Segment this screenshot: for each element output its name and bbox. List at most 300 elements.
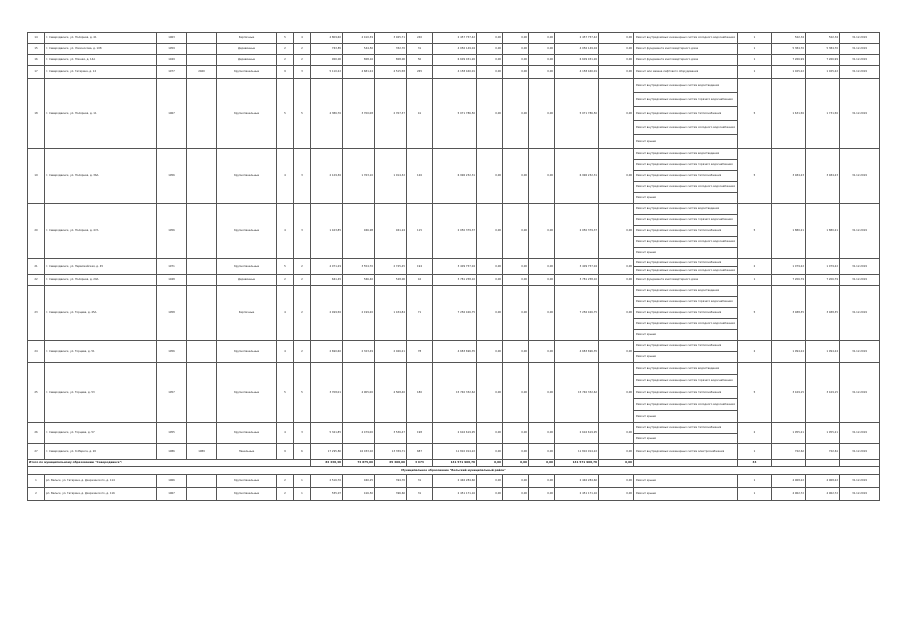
cell-en: 2 — [294, 44, 311, 55]
cell-f5: 0,00 — [599, 79, 634, 149]
cell-work-type: Ремонт внутридомовых инженерных систем горячего водоснабжения — [634, 297, 738, 308]
cell-f3: 0,00 — [529, 204, 555, 259]
cell-s1: 1 880,21 — [772, 204, 806, 259]
cell-s1: 1 955,21 — [772, 423, 806, 444]
cell-en: 3 — [294, 149, 311, 204]
cell-n: 20 — [28, 204, 45, 259]
cell-f3: 0,00 — [529, 44, 555, 55]
cell-year: 1948 — [157, 275, 187, 286]
cell-area3: 396,60 — [375, 488, 407, 501]
cell-cost: 2 457 757,42 — [433, 33, 477, 44]
cell-year: 1956 — [157, 149, 187, 204]
cell-f3: 0,00 — [529, 259, 555, 275]
section-header-row — [28, 467, 880, 475]
cell-en: 3 — [294, 204, 311, 259]
cell-mat: Деревянные — [217, 55, 277, 66]
cell-f2: 0,00 — [503, 79, 529, 149]
summary-s1 — [772, 460, 806, 467]
cell-date: 31.12.2019 — [840, 79, 880, 149]
cell-work-type: Ремонт фундамента многоквартирного дома — [634, 275, 738, 286]
cell-work-type: Ремонт крыши — [634, 135, 738, 149]
cell-fl: 2 — [277, 275, 294, 286]
cell-f5: 0,00 — [599, 259, 634, 275]
cell-addr: г. Северодвинск, ул. Гагарина, д. 12 — [45, 66, 157, 79]
cell-f3: 0,00 — [529, 341, 555, 363]
cell-cost: 3 409 757,04 — [433, 259, 477, 275]
table-row — [28, 363, 880, 375]
cell-fl: 4 — [277, 204, 294, 259]
cell-en: 2 — [294, 275, 311, 286]
cell-s2: 1 079,22 — [806, 259, 840, 275]
cell-work-type: Ремонт внутридомовых инженерных систем теплоснабжения — [634, 107, 738, 121]
cell-area2: 4 681,24 — [343, 66, 375, 79]
cell-f4: 6 996 232,31 — [555, 149, 599, 204]
cell-f2: 0,00 — [503, 488, 529, 501]
table-row — [28, 79, 880, 93]
cell-u: 5 — [738, 79, 772, 149]
cell-fl: 4 — [277, 286, 294, 341]
table-row — [28, 423, 880, 434]
cell-fl: 4 — [277, 341, 294, 363]
cell-f3: 0,00 — [529, 286, 555, 341]
cell-mat: Крупнопанельные — [217, 204, 277, 259]
cell-f3: 0,00 — [529, 488, 555, 501]
cell-year2 — [187, 475, 217, 488]
cell-u: 5 — [738, 286, 772, 341]
cell-work-type: Ремонт крыши — [634, 248, 738, 259]
cell-people: 78 — [407, 341, 433, 363]
cell-people: 71 — [407, 286, 433, 341]
cell-f2: 0,00 — [503, 149, 529, 204]
cell-f4: 7 256 426,75 — [555, 286, 599, 341]
cell-area3: 1 434,84 — [375, 286, 407, 341]
summary-f5: 0,00 — [599, 460, 634, 467]
cell-s1: 1 025,22 — [772, 66, 806, 79]
cell-work-type: Ремонт крыши — [634, 411, 738, 423]
cell-fl: 5 — [277, 79, 294, 149]
cell-f1: 0,00 — [477, 66, 503, 79]
cell-n: 27 — [28, 444, 45, 460]
summary-area: 84 438,48 — [311, 460, 343, 467]
cell-work-type: Ремонт внутридомовых инженерных систем водоотведения — [634, 204, 738, 215]
cell-f2: 0,00 — [503, 33, 529, 44]
summary-f2: 0,00 — [503, 460, 529, 467]
cell-mat: Крупнопанельные — [217, 475, 277, 488]
cell-f4: 11 810 914,22 — [555, 444, 599, 460]
cell-date: 31.12.2019 — [840, 66, 880, 79]
cell-mat: Деревянные — [217, 44, 277, 55]
cell-s1: 702,62 — [772, 444, 806, 460]
cell-work-type: Ремонт крыши — [634, 488, 738, 501]
summary-area2: 74 875,09 — [343, 460, 375, 467]
cell-f5: 0,00 — [599, 33, 634, 44]
cell-f5: 0,00 — [599, 286, 634, 341]
cell-year: 1966 — [157, 475, 187, 488]
cell-area3: 1 014,32 — [375, 149, 407, 204]
cell-f3: 0,00 — [529, 79, 555, 149]
cell-f4: 5 071 786,50 — [555, 79, 599, 149]
cell-s2: 1 955,21 — [806, 423, 840, 444]
cell-u: 5 — [738, 204, 772, 259]
cell-year2 — [187, 488, 217, 501]
cell-en: 3 — [294, 66, 311, 79]
cell-date: 31.12.2019 — [840, 33, 880, 44]
cell-f1: 0,00 — [477, 423, 503, 444]
cell-s1: 5 384,70 — [772, 44, 806, 55]
cell-f1: 0,00 — [477, 444, 503, 460]
cell-s2: 3 488,35 — [806, 286, 840, 341]
capital-repair-table — [27, 32, 880, 501]
cell-u: 1 — [738, 44, 772, 55]
cell-people: 31 — [407, 475, 433, 488]
cell-n: 24 — [28, 341, 45, 363]
summary-f4: 141 571 908,78 — [555, 460, 599, 467]
cell-mat: Кирпичные — [217, 286, 277, 341]
table-row — [28, 55, 880, 66]
cell-work-type: Ремонт внутридомовых инженерных систем теплоснабжения — [634, 341, 738, 352]
cell-cost: 7 256 426,75 — [433, 286, 477, 341]
cell-f1: 0,00 — [477, 363, 503, 423]
cell-area3: 352,70 — [375, 44, 407, 55]
cell-f5: 0,00 — [599, 475, 634, 488]
cell-f3: 0,00 — [529, 275, 555, 286]
cell-cost: 6 609 451,26 — [433, 55, 477, 66]
cell-u: 1 — [738, 66, 772, 79]
cell-s2: 4 962,72 — [806, 488, 840, 501]
cell-year: 1967 — [157, 488, 187, 501]
cell-year2 — [187, 286, 217, 341]
cell-area3: 3 945,71 — [375, 33, 407, 44]
cell-work-type: Ремонт внутридомовых инженерных систем теплоснабжения — [634, 171, 738, 182]
cell-f4: 6 609 451,26 — [555, 55, 599, 66]
cell-work-type: Ремонт внутридомовых инженерных систем электроснабжения — [634, 444, 738, 460]
cell-area3: 4 515,58 — [375, 66, 407, 79]
cell-s2: 4 968,22 — [806, 475, 840, 488]
cell-year2: 2460 — [187, 66, 217, 79]
cell-addr: рп. Вельск, ул. Гагарина, д. Дзержинского, д. 116 — [45, 488, 157, 501]
cell-f1: 0,00 — [477, 475, 503, 488]
cell-date: 31.12.2019 — [840, 444, 880, 460]
cell-fl: 5 — [277, 259, 294, 275]
cell-f1: 0,00 — [477, 275, 503, 286]
cell-area2: 1 763,10 — [343, 149, 375, 204]
cell-year2 — [187, 341, 217, 363]
cell-year2 — [187, 275, 217, 286]
cell-n: 17 — [28, 66, 45, 79]
summary-f1: 0,00 — [477, 460, 503, 467]
cell-f1: 0,00 — [477, 286, 503, 341]
cell-people: 194 — [407, 259, 433, 275]
cell-fl: 9 — [277, 66, 294, 79]
cell-area3: 3 536,47 — [375, 423, 407, 444]
cell-people: 240 — [407, 33, 433, 44]
cell-f5: 0,00 — [599, 341, 634, 363]
cell-fl: 5 — [277, 363, 294, 423]
cell-u: 1 — [738, 488, 772, 501]
cell-mat: Крупнопанельные — [217, 259, 277, 275]
cell-en: 4 — [294, 33, 311, 44]
table-row — [28, 341, 880, 352]
table-row — [28, 286, 880, 297]
cell-u: 2 — [738, 259, 772, 275]
cell-area: 555,07 — [311, 488, 343, 501]
cell-year2 — [187, 33, 217, 44]
cell-s1: 1 994,24 — [772, 341, 806, 363]
cell-s1: 7 206,79 — [772, 275, 806, 286]
cell-year: 1986 — [157, 444, 187, 460]
cell-f2: 0,00 — [503, 66, 529, 79]
cell-people: 115 — [407, 204, 433, 259]
cell-area: 900,00 — [311, 55, 343, 66]
cell-addr: г. Северодвинск, ул. Полярная, д. 11 — [45, 79, 157, 149]
table-row — [28, 33, 880, 44]
cell-f2: 0,00 — [503, 341, 529, 363]
cell-work-type: Ремонт крыши — [634, 433, 738, 444]
cell-s1: 502,34 — [772, 33, 806, 44]
cell-people: 687 — [407, 444, 433, 460]
summary-area3: 65 408,00 — [375, 460, 407, 467]
cell-f5: 0,00 — [599, 363, 634, 423]
cell-n: 23 — [28, 286, 45, 341]
cell-s2: 7 266,99 — [806, 55, 840, 66]
cell-f2: 0,00 — [503, 475, 529, 488]
cell-work-type: Ремонт фундамента многоквартирного дома — [634, 44, 738, 55]
cell-date: 31.12.2019 — [840, 475, 880, 488]
cell-addr: г. Северодвинск, ул. Полярная, д. 29А — [45, 275, 157, 286]
table-row — [28, 488, 880, 501]
cell-work-type: Ремонт внутридомовых инженерных систем теплоснабжения — [634, 259, 738, 267]
cell-u: 5 — [738, 363, 772, 423]
cell-area2: 2 199,20 — [343, 286, 375, 341]
cell-cost: 2 451 171,16 — [433, 488, 477, 501]
cell-u: 1 — [738, 33, 772, 44]
cell-area3: 2 767,37 — [375, 79, 407, 149]
cell-f5: 0,00 — [599, 55, 634, 66]
cell-addr: г. Северодвинск, ул. Полярная, д. 41 — [45, 33, 157, 44]
cell-year: 1949 — [157, 55, 187, 66]
cell-s1: 4 962,72 — [772, 488, 806, 501]
cell-area: 2 516,76 — [311, 475, 343, 488]
cell-area: 4 071,29 — [311, 259, 343, 275]
cell-f3: 0,00 — [529, 475, 555, 488]
cell-year2 — [187, 423, 217, 444]
cell-n: 21 — [28, 259, 45, 275]
summary-label: Итого по муниципальному образованию "Северодвинск": — [28, 460, 311, 467]
cell-work-type: Ремонт внутридомовых инженерных систем холодного водоснабжения — [634, 237, 738, 248]
cell-f4: 4 683 696,35 — [555, 341, 599, 363]
cell-addr: рп. Вельск, ул. Гагарина, д. Дзержинского, д. 114 — [45, 475, 157, 488]
cell-f1: 0,00 — [477, 204, 503, 259]
cell-addr: г. Северодвинск, ул. Торцева, д. 51 — [45, 341, 157, 363]
cell-year2: 1989 — [187, 444, 217, 460]
cell-s2: 1 731,56 — [806, 79, 840, 149]
cell-work-type: Ремонт или замена лифтового оборудования — [634, 66, 738, 79]
cell-fl: 2 — [277, 55, 294, 66]
cell-n: 25 — [28, 363, 45, 423]
cell-s1: 3 488,35 — [772, 286, 806, 341]
cell-n: 14 — [28, 33, 45, 44]
cell-area3: 808,00 — [375, 55, 407, 66]
cell-f3: 0,00 — [529, 363, 555, 423]
cell-f2: 0,00 — [503, 286, 529, 341]
cell-area: 763,85 — [311, 44, 343, 55]
cell-cost: 4 056 149,04 — [433, 44, 477, 55]
cell-cost: 11 810 914,22 — [433, 444, 477, 460]
cell-mat: Крупнопанельные — [217, 79, 277, 149]
cell-f5: 0,00 — [599, 66, 634, 79]
cell-f4: 4 158 440,01 — [555, 66, 599, 79]
cell-addr: г. Северодвинск, ул. Полярная, д. 47А — [45, 204, 157, 259]
cell-date: 31.12.2019 — [840, 149, 880, 204]
cell-f5: 0,00 — [599, 204, 634, 259]
cell-area2: 4 905,00 — [343, 363, 375, 423]
cell-f1: 0,00 — [477, 149, 503, 204]
cell-f4: 2 446 284,60 — [555, 475, 599, 488]
cell-people: 180 — [407, 363, 433, 423]
cell-year: 1977 — [157, 66, 187, 79]
cell-area2: 3 700,08 — [343, 79, 375, 149]
cell-fl: 9 — [277, 444, 294, 460]
cell-en: 2 — [294, 55, 311, 66]
cell-year2 — [187, 259, 217, 275]
cell-date: 31.12.2019 — [840, 286, 880, 341]
cell-work-type: Ремонт крыши — [634, 330, 738, 341]
cell-area: 4 809,60 — [311, 33, 343, 44]
cell-en: 2 — [294, 259, 311, 275]
section-title: Муниципальное образование "Вельский муниципальный район" — [28, 467, 880, 475]
cell-en: 2 — [294, 341, 311, 363]
cell-f2: 0,00 — [503, 444, 529, 460]
cell-area2: 566,40 — [343, 275, 375, 286]
cell-area2: 4 479,00 — [343, 423, 375, 444]
cell-cost: 15 740 332,62 — [433, 363, 477, 423]
cell-date: 31.12.2019 — [840, 275, 880, 286]
cell-addr: г. Северодвинск, ул. Южная, д. 14А — [45, 55, 157, 66]
cell-area: 5 110,22 — [311, 66, 343, 79]
cell-f3: 0,00 — [529, 55, 555, 66]
cell-f4: 3 781 258,10 — [555, 275, 599, 286]
cell-fl: 2 — [277, 488, 294, 501]
cell-work-type: Ремонт внутридомовых инженерных систем холодного водоснабжения — [634, 182, 738, 193]
cell-fl: 2 — [277, 44, 294, 55]
cell-cost: 4 683 696,35 — [433, 341, 477, 363]
cell-area2: 460,25 — [343, 475, 375, 488]
cell-f3: 0,00 — [529, 149, 555, 204]
cell-en: 1 — [294, 488, 311, 501]
cell-cost: 2 050 379,37 — [433, 204, 477, 259]
cell-f1: 0,00 — [477, 341, 503, 363]
cell-u: 5 — [738, 149, 772, 204]
cell-f2: 0,00 — [503, 363, 529, 423]
cell-f5: 0,00 — [599, 44, 634, 55]
cell-people: 31 — [407, 488, 433, 501]
cell-f4: 3 409 757,04 — [555, 259, 599, 275]
cell-area3: 13 359,71 — [375, 444, 407, 460]
cell-mat: Деревянные — [217, 275, 277, 286]
cell-date: 31.12.2019 — [840, 423, 880, 444]
cell-people: 198 — [407, 423, 433, 444]
cell-year: 1955 — [157, 423, 187, 444]
cell-f3: 0,00 — [529, 444, 555, 460]
cell-date: 31.12.2019 — [840, 204, 880, 259]
cell-year: 1971 — [157, 259, 187, 275]
cell-f1: 0,00 — [477, 79, 503, 149]
cell-f3: 0,00 — [529, 33, 555, 44]
cell-year2 — [187, 204, 217, 259]
cell-year2 — [187, 44, 217, 55]
table-row — [28, 66, 880, 79]
summary-f3: 0,00 — [529, 460, 555, 467]
cell-n: 26 — [28, 423, 45, 444]
cell-f1: 0,00 — [477, 44, 503, 55]
cell-f4: 2 616 619,95 — [555, 423, 599, 444]
cell-f2: 0,00 — [503, 204, 529, 259]
cell-year: 1956 — [157, 204, 187, 259]
cell-work-type: Ремонт крыши — [634, 352, 738, 363]
cell-addr: г. Северодвинск, ул. Ломоносова, д. 108 — [45, 44, 157, 55]
cell-s1: 3 169,15 — [772, 363, 806, 423]
cell-s2: 7 206,79 — [806, 275, 840, 286]
cell-f5: 0,00 — [599, 275, 634, 286]
cell-area: 3 708,01 — [311, 363, 343, 423]
cell-addr: г. Северодвинск, ул. Первомайская, д. 45 — [45, 259, 157, 275]
cell-s2: 3 169,15 — [806, 363, 840, 423]
cell-area2: 2 323,49 — [343, 341, 375, 363]
cell-s1: 1 079,22 — [772, 259, 806, 275]
summary-row — [28, 460, 880, 467]
cell-mat: Крупнопанельные — [217, 341, 277, 363]
cell-year2 — [187, 363, 217, 423]
cell-addr: г. Северодвинск, ул. К.Маркса, д. 20 — [45, 444, 157, 460]
summary-cost: 141 571 908,78 — [433, 460, 477, 467]
cell-people: 50 — [407, 55, 433, 66]
cell-fl: 4 — [277, 149, 294, 204]
cell-cost: 4 158 440,01 — [433, 66, 477, 79]
cell-f4: 2 457 757,42 — [555, 33, 599, 44]
cell-people: 126 — [407, 149, 433, 204]
cell-en: 5 — [294, 363, 311, 423]
cell-area: 2 690,60 — [311, 341, 343, 363]
cell-u: 2 — [738, 341, 772, 363]
cell-work-type: Ремонт внутридомовых инженерных систем холодного водоснабжения — [634, 121, 738, 135]
cell-f5: 0,00 — [599, 488, 634, 501]
cell-s2: 3 484,23 — [806, 149, 840, 204]
cell-date: 31.12.2019 — [840, 488, 880, 501]
cell-mat: Крупнопанельные — [217, 363, 277, 423]
cell-addr: г. Северодвинск, ул. Торцева, д. 45А — [45, 286, 157, 341]
cell-addr: г. Северодвинск, ул. Полярная, д. 36А — [45, 149, 157, 204]
cell-area2: 946,98 — [343, 204, 375, 259]
cell-u: 1 — [738, 444, 772, 460]
cell-year2 — [187, 55, 217, 66]
cell-area: 4 386,76 — [311, 79, 343, 149]
cell-work-type: Ремонт внутридомовых инженерных систем водоотведения — [634, 149, 738, 160]
cell-area3: 2 745,45 — [375, 259, 407, 275]
table-row — [28, 444, 880, 460]
cell-f4: 2 050 379,37 — [555, 204, 599, 259]
cell-en: 5 — [294, 79, 311, 149]
cell-n: 16 — [28, 55, 45, 66]
cell-f2: 0,00 — [503, 44, 529, 55]
cell-people: 265 — [407, 66, 433, 79]
cell-work-type: Ремонт внутридомовых инженерных систем теплоснабжения — [634, 226, 738, 237]
cell-f1: 0,00 — [477, 55, 503, 66]
summary-people: 3 673 — [407, 460, 433, 467]
cell-date: 31.12.2019 — [840, 363, 880, 423]
cell-area3: 394,70 — [375, 475, 407, 488]
cell-en: 6 — [294, 444, 311, 460]
cell-area2: 808,16 — [343, 55, 375, 66]
